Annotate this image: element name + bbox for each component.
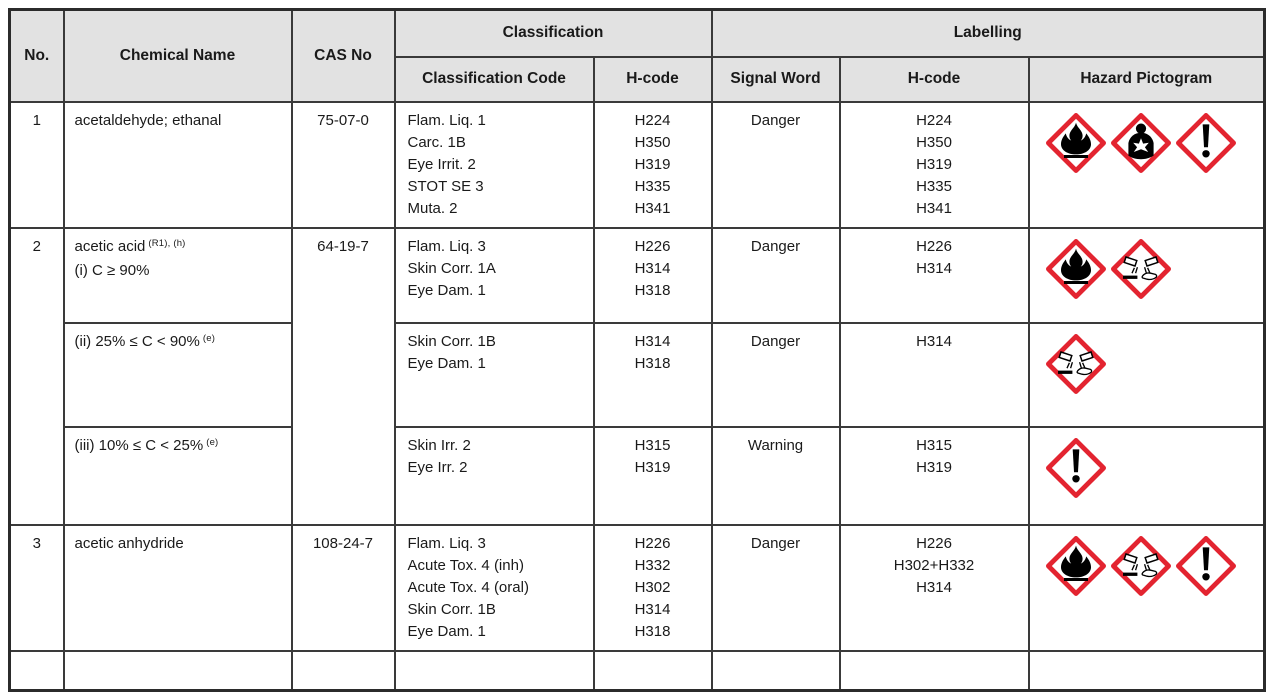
code-line: H302+H332 xyxy=(893,556,975,574)
header-signal-word: Signal Word xyxy=(712,57,840,102)
cell-chemical-name xyxy=(64,102,292,228)
cell-classification-h-code xyxy=(594,651,712,691)
cell-classification-code xyxy=(395,427,594,525)
code-line: H226 xyxy=(634,237,671,255)
cell-labelling-h-code xyxy=(840,427,1029,525)
chemical-name-text: (i) C ≥ 90% xyxy=(74,261,150,279)
cell-labelling-h-code xyxy=(840,323,1029,427)
cell-signal-word: Danger xyxy=(712,102,840,228)
cell-signal-word: Warning xyxy=(712,427,840,525)
cell-labelling-h-code xyxy=(840,228,1029,323)
code-line: Flam. Liq. 3 xyxy=(407,534,486,552)
chemical-name-text: (iii) 10% ≤ C < 25% xyxy=(74,436,204,454)
cell-classification-code xyxy=(395,525,594,651)
code-line: Skin Corr. 1B xyxy=(407,600,496,618)
code-line: H319 xyxy=(634,458,671,476)
chemical-name-text: acetic anhydride xyxy=(74,534,184,552)
cell-chemical-name xyxy=(64,323,292,427)
cell-no: 1 xyxy=(10,102,64,228)
header-cas-no: CAS No xyxy=(292,10,395,102)
code-line: Flam. Liq. 3 xyxy=(407,237,486,255)
code-line: Eye Dam. 1 xyxy=(407,622,486,640)
code-line: H318 xyxy=(634,622,671,640)
code-line: H341 xyxy=(634,199,671,217)
cell-chemical-name xyxy=(64,525,292,651)
cell-classification-h-code xyxy=(594,323,712,427)
code-line: H314 xyxy=(916,259,952,277)
header-labelling-h-code: H-code xyxy=(840,57,1029,102)
cell-classification-h-code xyxy=(594,427,712,525)
code-line: Flam. Liq. 1 xyxy=(407,111,486,129)
code-line: H319 xyxy=(916,155,952,173)
header-labelling-group: Labelling xyxy=(712,10,1265,57)
code-line: H224 xyxy=(634,111,671,129)
chemical-name-footnote: (e) xyxy=(202,332,216,344)
cell-cas-no xyxy=(292,651,395,691)
cell-chemical-name xyxy=(64,228,292,323)
code-line: Eye Dam. 1 xyxy=(407,354,486,372)
cell-chemical-name xyxy=(64,651,292,691)
cell-no xyxy=(10,651,64,691)
table-body xyxy=(10,102,1265,691)
cell-classification-h-code xyxy=(594,525,712,651)
code-line: H314 xyxy=(916,578,952,596)
cell-labelling-h-code xyxy=(840,525,1029,651)
code-line: Acute Tox. 4 (oral) xyxy=(407,578,529,596)
cell-labelling-h-code xyxy=(840,651,1029,691)
chemical-name-line xyxy=(75,110,281,132)
cell-classification-code xyxy=(395,102,594,228)
ghs-corrosion-icon xyxy=(1111,536,1171,596)
header-row-top xyxy=(10,10,1265,57)
code-line: H226 xyxy=(634,534,671,552)
chemical-name-text: acetaldehyde; ethanal xyxy=(74,111,222,129)
code-line: H350 xyxy=(916,133,952,151)
ghs-exclamation-icon xyxy=(1176,113,1236,173)
ghs-flame-icon xyxy=(1046,113,1106,173)
cell-cas-no: 64-19-7 xyxy=(292,228,395,525)
ghs-health-hazard-icon xyxy=(1111,113,1171,173)
code-line: Carc. 1B xyxy=(407,133,466,151)
code-line: H335 xyxy=(916,177,952,195)
code-line: STOT SE 3 xyxy=(407,177,484,195)
ghs-exclamation-icon xyxy=(1046,438,1106,498)
chemical-name-footnote: (e) xyxy=(206,436,219,448)
cell-classification-code xyxy=(395,228,594,323)
ghs-flame-icon xyxy=(1046,536,1106,596)
cell-no: 3 xyxy=(10,525,64,651)
chemical-name-line xyxy=(75,435,281,459)
cell-signal-word xyxy=(712,651,840,691)
code-line: Skin Irr. 2 xyxy=(407,436,471,454)
cell-classification-code xyxy=(395,651,594,691)
header-classification-group: Classification xyxy=(395,10,712,57)
code-line: H315 xyxy=(634,436,671,454)
header-no: No. xyxy=(10,10,64,102)
code-line: H341 xyxy=(916,199,952,217)
cell-chemical-name xyxy=(64,427,292,525)
chemical-name-line xyxy=(75,236,281,260)
cell-cas-no: 108-24-7 xyxy=(292,525,395,651)
chemical-name-line xyxy=(75,533,281,555)
header-classification-h-code: H-code xyxy=(594,57,712,102)
header-hazard-pictogram: Hazard Pictogram xyxy=(1029,57,1265,102)
cell-signal-word: Danger xyxy=(712,228,840,323)
cell-classification-h-code xyxy=(594,102,712,228)
ghs-corrosion-icon xyxy=(1046,334,1106,394)
code-line: H335 xyxy=(634,177,671,195)
chemical-name-text: (ii) 25% ≤ C < 90% xyxy=(74,332,200,350)
table-row xyxy=(10,323,1265,427)
table-row xyxy=(10,228,1265,323)
cell-hazard-pictogram xyxy=(1029,228,1265,323)
code-line: H226 xyxy=(916,534,952,552)
header-chemical-name: Chemical Name xyxy=(64,10,292,102)
table-header xyxy=(10,10,1265,102)
cell-hazard-pictogram xyxy=(1029,651,1265,691)
cell-classification-code xyxy=(395,323,594,427)
code-line: H314 xyxy=(634,600,671,618)
cell-labelling-h-code xyxy=(840,102,1029,228)
cell-hazard-pictogram xyxy=(1029,323,1265,427)
table-row xyxy=(10,427,1265,525)
ghs-exclamation-icon xyxy=(1176,536,1236,596)
code-line: H302 xyxy=(634,578,671,596)
cell-hazard-pictogram xyxy=(1029,427,1265,525)
ghs-flame-icon xyxy=(1046,239,1106,299)
cell-cas-no: 75-07-0 xyxy=(292,102,395,228)
code-line: H318 xyxy=(634,354,671,372)
cell-hazard-pictogram xyxy=(1029,525,1265,651)
cell-hazard-pictogram xyxy=(1029,102,1265,228)
table-row xyxy=(10,525,1265,651)
header-classification-code: Classification Code xyxy=(395,57,594,102)
cell-signal-word: Danger xyxy=(712,525,840,651)
code-line: H314 xyxy=(634,332,671,350)
code-line: Skin Corr. 1B xyxy=(407,332,496,350)
cell-signal-word: Danger xyxy=(712,323,840,427)
ghs-corrosion-icon xyxy=(1111,239,1171,299)
code-line: Eye Dam. 1 xyxy=(407,281,486,299)
chemical-name-line xyxy=(75,331,281,355)
code-line: H350 xyxy=(634,133,671,151)
chemical-name-line xyxy=(75,260,281,282)
code-line: H226 xyxy=(916,237,952,255)
code-line: Acute Tox. 4 (inh) xyxy=(407,556,524,574)
code-line: H319 xyxy=(634,155,671,173)
code-line: Skin Corr. 1A xyxy=(407,259,496,277)
chemical-name-text: acetic acid xyxy=(74,237,146,255)
hazard-classification-table-wrap xyxy=(8,8,1266,692)
code-line: Muta. 2 xyxy=(407,199,458,217)
cell-classification-h-code xyxy=(594,228,712,323)
chemical-name-footnote: (R1), (h) xyxy=(148,237,186,249)
code-line: H314 xyxy=(634,259,671,277)
code-line: H318 xyxy=(634,281,671,299)
code-line: H332 xyxy=(634,556,671,574)
code-line: H314 xyxy=(916,332,952,350)
code-line: H319 xyxy=(916,458,952,476)
cell-no: 2 xyxy=(10,228,64,525)
table-row xyxy=(10,102,1265,228)
code-line: H224 xyxy=(916,111,952,129)
code-line: Eye Irrit. 2 xyxy=(407,155,476,173)
table-row xyxy=(10,651,1265,691)
code-line: H315 xyxy=(916,436,952,454)
hazard-classification-table xyxy=(8,8,1266,692)
code-line: Eye Irr. 2 xyxy=(407,458,468,476)
